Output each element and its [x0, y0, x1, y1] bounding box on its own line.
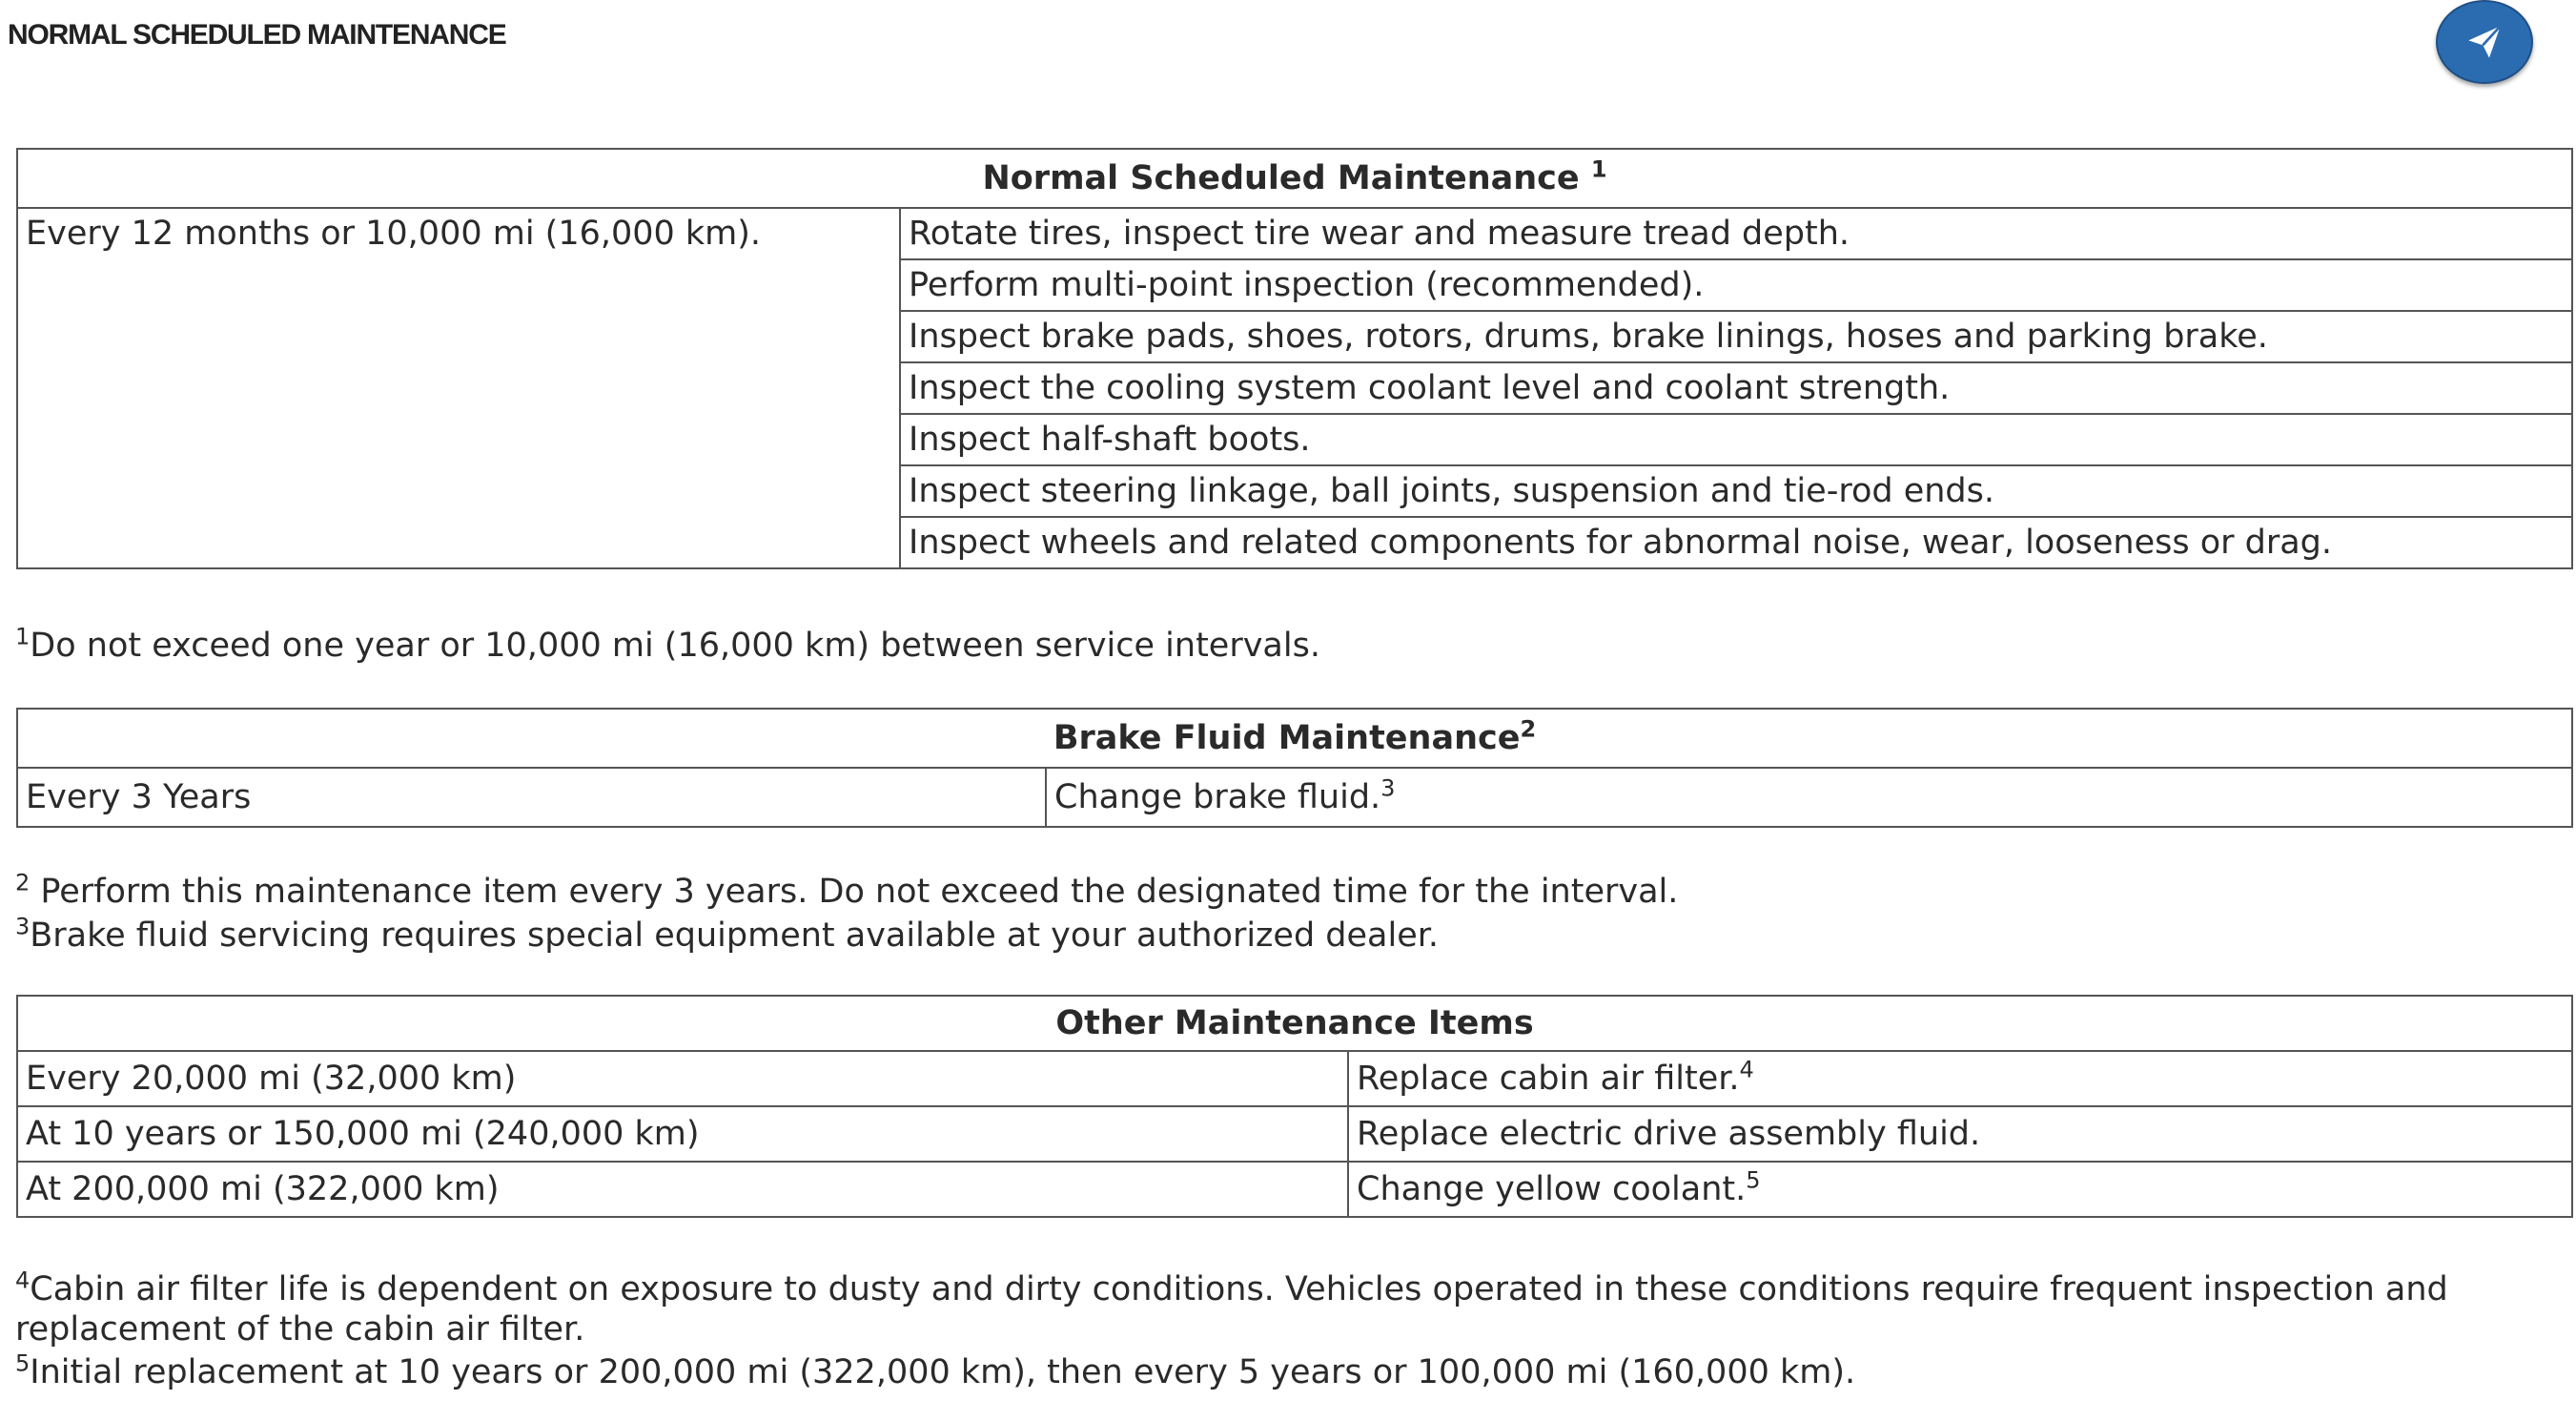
footnote-ref: 3 [1380, 774, 1396, 802]
task-cell: Inspect steering linkage, ball joints, suspension and tie-rod ends. [900, 465, 2572, 517]
task-cell: Inspect wheels and related components for abnormal noise, wear, looseness or drag. [900, 517, 2572, 568]
task-cell: Inspect brake pads, shoes, rotors, drums, brake linings, hoses and parking brake. [900, 311, 2572, 362]
footnote-ref: 5 [1746, 1166, 1761, 1194]
interval-cell: Every 20,000 mi (32,000 km) [17, 1051, 1348, 1106]
table-caption [17, 149, 2572, 208]
brake-fluid-table [16, 708, 2573, 828]
footnote-4 [15, 1269, 2561, 1349]
task-cell [1348, 1162, 2572, 1217]
footnote-text: Initial replacement at 10 years or 200,000 mi (322,000 km), then every 5 years or 100,000 mi (160,000 km). [30, 1353, 1856, 1391]
table-caption: Other Maintenance Items [17, 996, 2572, 1051]
page-title: NORMAL SCHEDULED MAINTENANCE [8, 19, 506, 51]
task-text: Change yellow coolant. [1357, 1170, 1747, 1208]
footnote-5 [15, 1349, 2561, 1392]
footnote-mark: 2 [15, 869, 31, 896]
footnote-2 [15, 869, 2561, 912]
task-cell [1348, 1051, 2572, 1106]
share-button[interactable] [2436, 0, 2533, 84]
task-text: Replace electric drive assembly fluid. [1357, 1115, 1981, 1153]
table-row [17, 1106, 2572, 1162]
task-cell [1046, 768, 2572, 827]
task-text: Change brake fluid. [1054, 778, 1381, 816]
table-row [17, 1051, 2572, 1106]
footnote-text: Cabin air filter life is dependent on exposure to dusty and dirty conditions. Vehicles operated in these conditions require frequent inspection and replacement of the cabin air filter. [15, 1270, 2448, 1349]
footnote-ref: 4 [1739, 1056, 1754, 1083]
task-cell: Perform multi-point inspection (recommended). [900, 259, 2572, 311]
footnote-3 [15, 913, 2561, 956]
footnote-text: Do not exceed one year or 10,000 mi (16,000 km) between service intervals. [30, 627, 1320, 665]
caption-text: Normal Scheduled Maintenance [982, 159, 1591, 197]
table-row [17, 1162, 2572, 1217]
footnote-1 [15, 623, 2561, 666]
footnote-text: Perform this maintenance item every 3 years. Do not exceed the designated time for the interval. [30, 873, 1679, 911]
footnote-ref: 2 [1520, 715, 1537, 743]
footnote-text: Brake fluid servicing requires special equipment available at your authorized dealer. [30, 916, 1440, 955]
table-caption [17, 709, 2572, 768]
task-cell: Rotate tires, inspect tire wear and measure tread depth. [900, 208, 2572, 259]
normal-maintenance-table [16, 148, 2573, 569]
interval-cell: Every 3 Years [17, 768, 1046, 827]
task-text: Replace cabin air filter. [1357, 1060, 1740, 1098]
footnote-mark: 4 [15, 1267, 31, 1294]
other-maintenance-table [16, 995, 2573, 1218]
footnote-mark: 3 [15, 913, 31, 940]
footnote-ref: 1 [1590, 155, 1607, 183]
paper-plane-icon [2465, 23, 2504, 61]
caption-text: Brake Fluid Maintenance [1053, 719, 1521, 757]
task-cell [1348, 1106, 2572, 1162]
interval-cell: Every 12 months or 10,000 mi (16,000 km). [17, 208, 900, 568]
interval-cell: At 200,000 mi (322,000 km) [17, 1162, 1348, 1217]
task-cell: Inspect half-shaft boots. [900, 414, 2572, 465]
interval-cell: At 10 years or 150,000 mi (240,000 km) [17, 1106, 1348, 1162]
table-row [17, 208, 2572, 259]
task-cell: Inspect the cooling system coolant level and coolant strength. [900, 362, 2572, 414]
footnote-mark: 5 [15, 1349, 31, 1377]
footnote-mark: 1 [15, 623, 31, 650]
table-row [17, 768, 2572, 827]
